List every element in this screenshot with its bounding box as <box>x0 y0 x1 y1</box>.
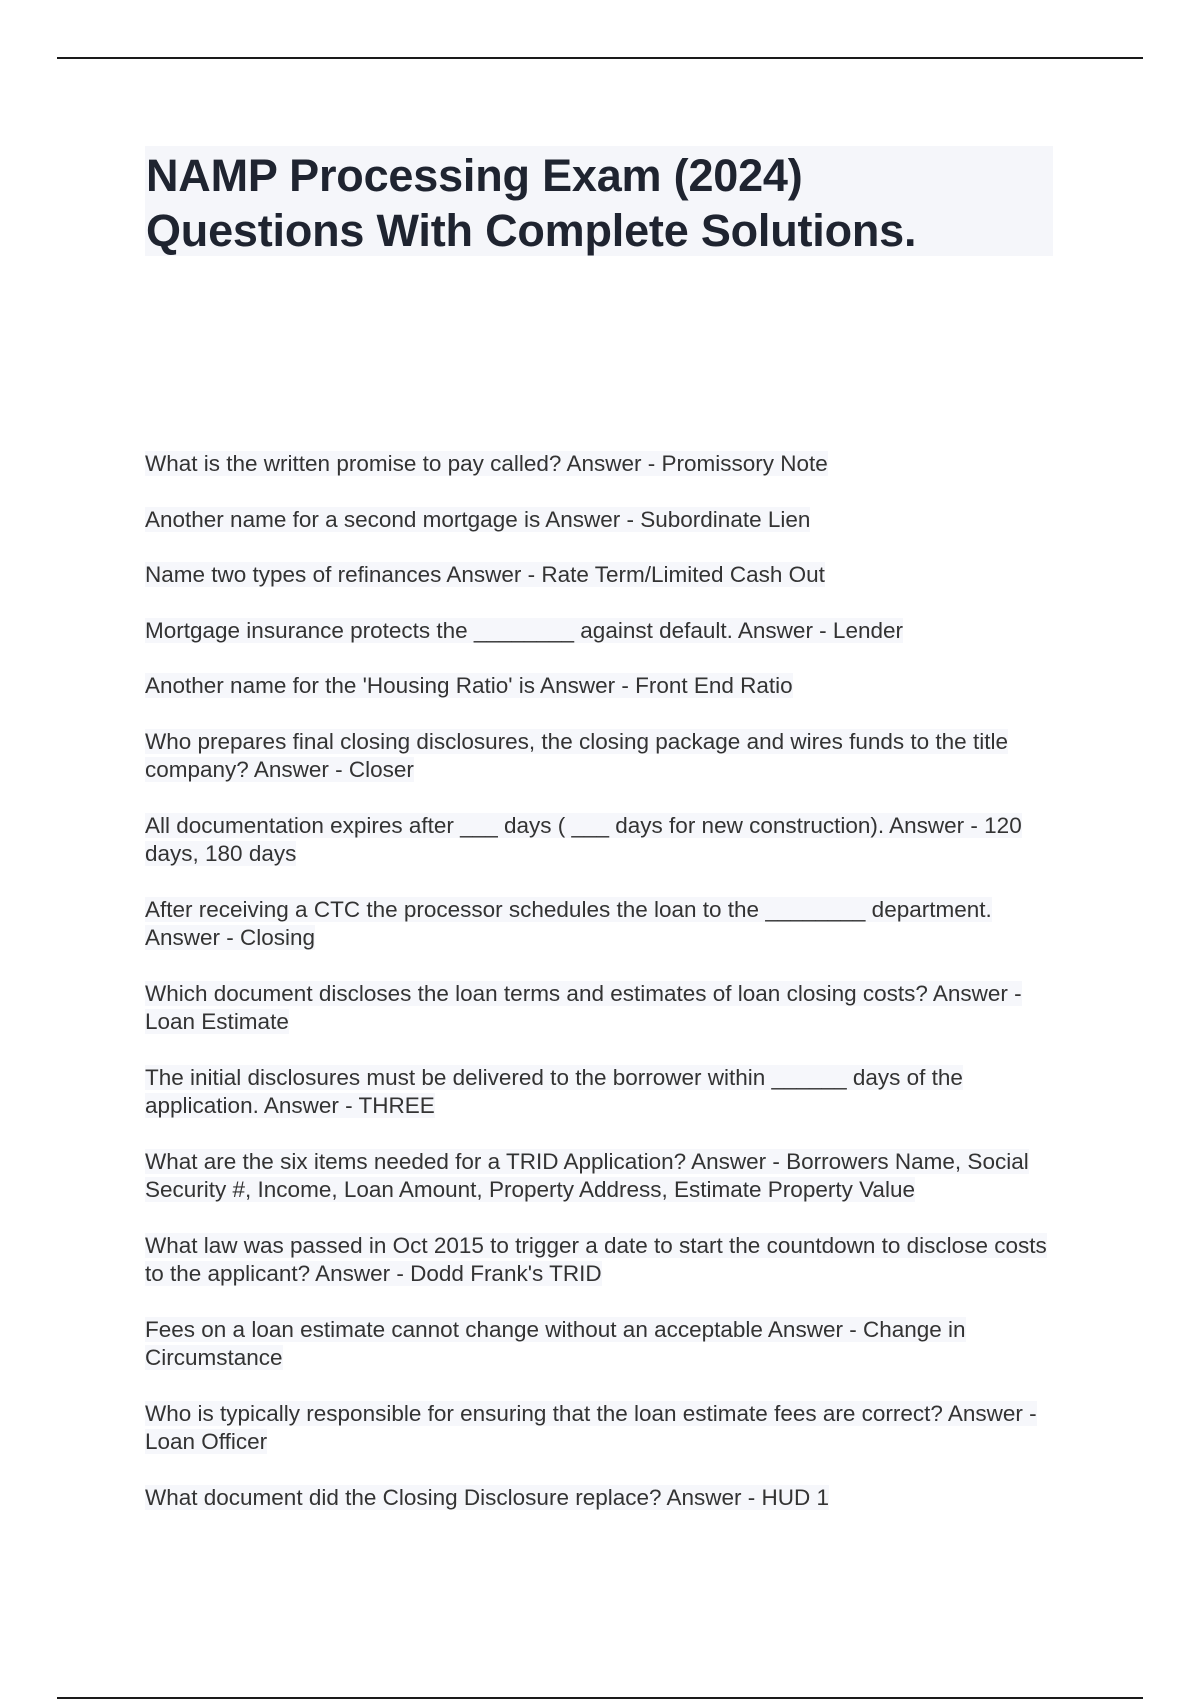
question-text: Name two types of refinances Answer - Rate Term/Limited Cash Out <box>145 562 825 587</box>
question-text: What document did the Closing Disclosure replace? Answer - HUD 1 <box>145 1484 830 1510</box>
title-block <box>145 146 1053 256</box>
question-item <box>145 1484 1055 1513</box>
question-text: Which document discloses the loan terms and estimates of loan closing costs? Answer - Loan Estimate <box>145 980 1022 1034</box>
question-item <box>145 812 1055 869</box>
question-item <box>145 672 1055 701</box>
top-divider <box>57 57 1143 59</box>
page-title <box>145 146 1053 258</box>
question-text: Mortgage insurance protects the ________ against default. Answer - Lender <box>145 617 903 643</box>
question-text: What law was passed in Oct 2015 to trigger a date to start the countdown to disclose costs to the applicant? Answer - Dodd Frank's TRID <box>145 1232 1047 1286</box>
question-item <box>145 617 1055 646</box>
question-text: Another name for a second mortgage is Answer - Subordinate Lien <box>145 506 811 532</box>
question-text: Who prepares final closing disclosures, the closing package and wires funds to the title company? Answer - Closer <box>145 728 1008 782</box>
question-item <box>145 1400 1055 1457</box>
title-line-1: NAMP Processing Exam (2024) <box>146 150 803 201</box>
question-item <box>145 1232 1055 1289</box>
question-list <box>145 450 1055 1539</box>
question-item <box>145 506 1055 535</box>
question-text: Who is typically responsible for ensuring that the loan estimate fees are correct? Answer - Loan Officer <box>145 1400 1037 1454</box>
question-item <box>145 1148 1055 1205</box>
question-text: All documentation expires after ___ days ( ___ days for new construction). Answer - 120 days, 180 days <box>145 812 1022 866</box>
question-text: Fees on a loan estimate cannot change without an acceptable Answer - Change in Circumstance <box>145 1316 966 1370</box>
question-text: The initial disclosures must be delivered to the borrower within ______ days of the application. Answer - THREE <box>145 1064 963 1118</box>
question-item <box>145 980 1055 1037</box>
question-text: Another name for the 'Housing Ratio' is Answer - Front End Ratio <box>145 673 793 698</box>
question-item <box>145 1316 1055 1373</box>
question-item <box>145 561 1055 590</box>
question-text: What are the six items needed for a TRID Application? Answer - Borrowers Name, Social Security #, Income, Loan Amount, Property Address, Estimate Property Value <box>145 1148 1029 1202</box>
question-text: After receiving a CTC the processor schedules the loan to the ________ department. Answer - Closing <box>145 896 992 950</box>
question-item <box>145 450 1055 479</box>
question-item <box>145 1064 1055 1121</box>
question-item <box>145 896 1055 953</box>
bottom-divider <box>57 1697 1143 1699</box>
question-item <box>145 728 1055 785</box>
question-text: What is the written promise to pay called? Answer - Promissory Note <box>145 451 828 476</box>
title-line-2: Questions With Complete Solutions. <box>146 205 917 256</box>
